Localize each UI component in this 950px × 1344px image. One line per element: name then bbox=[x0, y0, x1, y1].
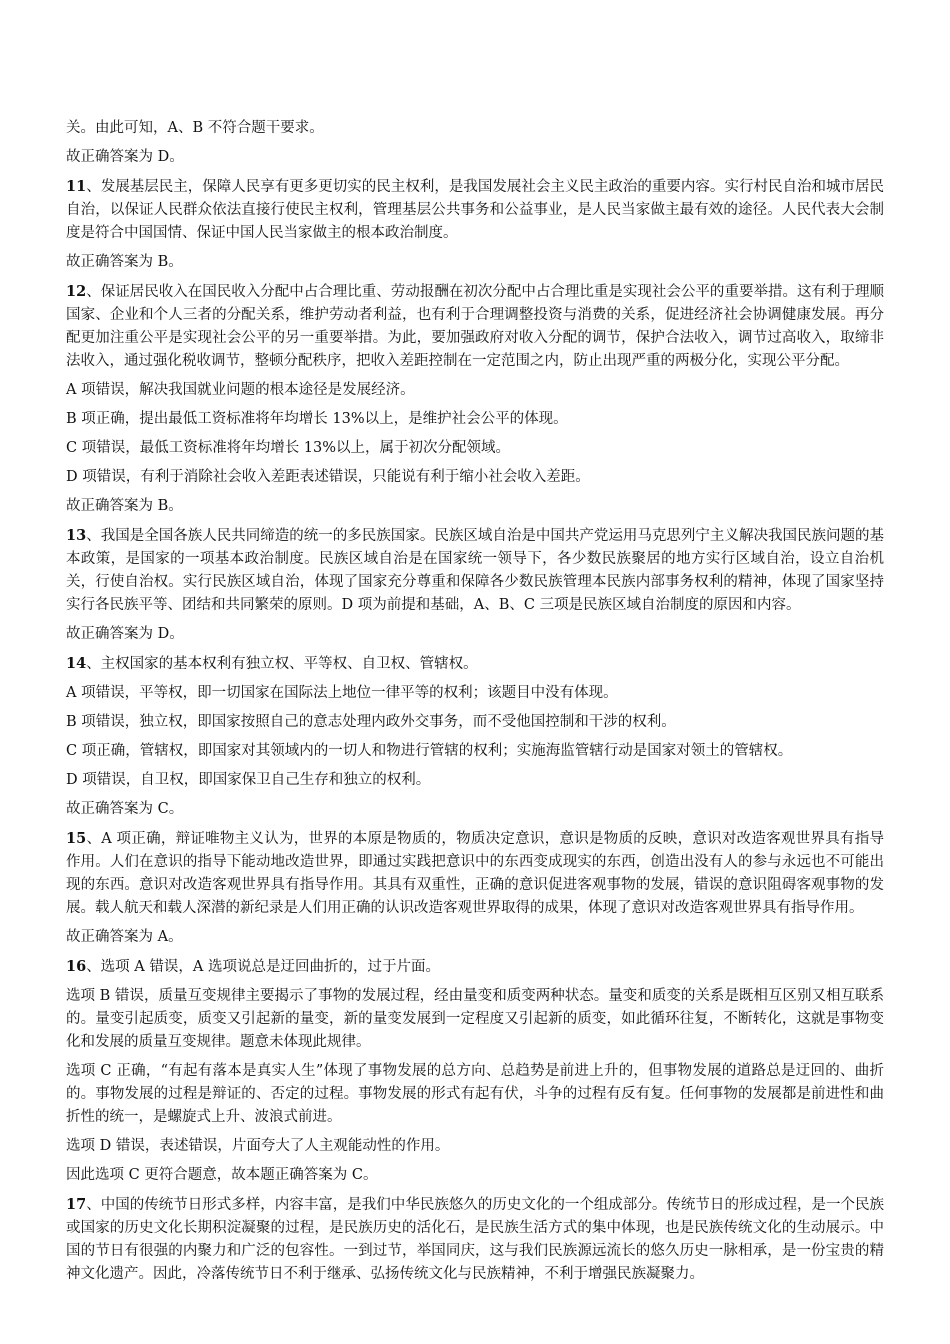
question-13-explanation: 13、我国是全国各族人民共同缔造的统一的多民族国家。民族区域自治是中国共产党运用马克思列宁主义解决我国民族问题的基本政策，是国家的一项基本政治制度。民族区域自治是在国家统一领导下，各少数民族聚居的地方实行区域自治，设立自治机关，行使自治权。实行民族区域自治，体现了国家充分尊重和保障各少数民族管理本民族内部事务权利的精神，体现了国家坚持实行各民族平等、团结和共同繁荣的原则。D 项为前提和基础，A、B、C 三项是民族区域自治制度的原因和内容。 bbox=[66, 527, 884, 613]
option-explanation: C 项正确，管辖权，即国家对其领域内的一切人和物进行管辖的权利；实施海监管辖行动是国家对领土的管辖权。 bbox=[66, 743, 793, 759]
option-explanation: 选项 C 正确，“有起有落本是真实人生”体现了事物发展的总方向、总趋势是前进上升的，但事物发展的道路总是迂回的、曲折的。事物发展的过程是辩证的、否定的过程。事物发展的形式有起有伏，斗争的过程有反有复。任何事物的发展都是前进性和曲折性的统一，是螺旋式上升、波浪式前进。 bbox=[66, 1063, 884, 1125]
question-number: 17 bbox=[66, 1196, 87, 1213]
question-17-explanation: 17、中国的传统节日形式多样，内容丰富，是我们中华民族悠久的历史文化的一个组成部分。传统节日的形成过程，是一个民族或国家的历史文化长期积淀凝聚的过程，是民族历史的活化石，是民族生活方式的集中体现，也是民族传统文化的生动展示。中国的节日有很强的内聚力和广泛的包容性。一到过节，举国同庆，这与我们民族源远流长的悠久历史一脉相承，是一份宝贵的精神文化遗产。因此，冷落传统节日不利于继承、弘扬传统文化与民族精神，不利于增强民族凝聚力。 bbox=[66, 1196, 884, 1282]
answer-line: 故正确答案为 C。 bbox=[66, 801, 184, 817]
question-11-explanation: 11、发展基层民主，保障人民享有更多更切实的民主权利，是我国发展社会主义民主政治的重要内容。实行村民自治和城市居民自治，以保证人民群众依法直接行使民主权利，管理基层公共事务和公益事业，是人民当家做主最有效的途径。人民代表大会制度是符合中国国情、保证中国人民当家做主的根本政治制度。 bbox=[66, 178, 884, 241]
option-explanation: C 项错误，最低工资标准将年均增长 13%以上，属于初次分配领域。 bbox=[66, 440, 511, 456]
question-14-explanation: 14、主权国家的基本权利有独立权、平等权、自卫权、管辖权。 bbox=[66, 655, 478, 672]
question-number: 11 bbox=[66, 178, 87, 195]
answer-line: 故正确答案为 B。 bbox=[66, 254, 183, 270]
question-15-explanation: 15、A 项正确，辩证唯物主义认为，世界的本原是物质的，物质决定意识，意识是物质的反映，意识对改造客观世界具有指导作用。人们在意识的指导下能动地改造世界，即通过实践把意识中的东西变成现实的东西，创造出没有人的参与永远也不可能出现的东西。意识对改造客观世界具有指导作用。其具有双重性，正确的意识促进客观事物的发展，错误的意识阻碍客观事物的发展。载人航天和载人深潜的新纪录是人们用正确的认识改造客观世界取得的成果，体现了意识对改造客观世界具有指导作用。 bbox=[66, 830, 884, 916]
question-16-explanation: 16、选项 A 错误，A 选项说总是迂回曲折的，过于片面。 bbox=[66, 958, 440, 975]
answer-line: 故正确答案为 A。 bbox=[66, 929, 183, 945]
answer-line: 故正确答案为 D。 bbox=[66, 149, 184, 165]
answer-line: 故正确答案为 B。 bbox=[66, 498, 183, 514]
option-explanation: B 项错误，独立权，即国家按照自己的意志处理内政外交事务，而不受他国控制和干涉的权利。 bbox=[66, 714, 676, 730]
answer-line: 故正确答案为 D。 bbox=[66, 626, 184, 642]
option-explanation: B 项正确，提出最低工资标准将年均增长 13%以上，是维护社会公平的体现。 bbox=[66, 411, 568, 427]
question-number: 16 bbox=[66, 958, 87, 975]
option-explanation: 选项 D 错误，表述错误，片面夸大了人主观能动性的作用。 bbox=[66, 1138, 450, 1154]
option-explanation: D 项错误，有利于消除社会收入差距表述错误，只能说有利于缩小社会收入差距。 bbox=[66, 469, 590, 485]
question-12-explanation: 12、保证居民收入在国民收入分配中占合理比重、劳动报酬在初次分配中占合理比重是实现社会公平的重要举措。这有利于理顺国家、企业和个人三者的分配关系，维护劳动者利益，也有利于合理调整投资与消费的关系，促进经济社会协调健康发展。再分配更加注重公平是实现社会公平的另一重要举措。为此，要加强政府对收入分配的调节，保护合法收入，调节过高收入，取缔非法收入，通过强化税收调节，整顿分配秩序，把收入差距控制在一定范围之内，防止出现严重的两极分化，实现公平分配。 bbox=[66, 283, 884, 369]
question-number: 12 bbox=[66, 283, 87, 300]
option-explanation: A 项错误，解决我国就业问题的根本途径是发展经济。 bbox=[66, 382, 415, 398]
question-number: 14 bbox=[66, 655, 87, 672]
question-number: 13 bbox=[66, 527, 87, 544]
option-explanation: D 项错误，自卫权，即国家保卫自己生存和独立的权利。 bbox=[66, 772, 431, 788]
option-explanation: 选项 B 错误，质量互变规律主要揭示了事物的发展过程，经由量变和质变两种状态。量变和质变的关系是既相互区别又相互联系的。量变引起质变，质变又引起新的量变，新的量变发展到一定程度又引起新的质变，如此循环往复，不断转化，这就是事物变化和发展的质量互变规律。题意未体现此规律。 bbox=[66, 988, 884, 1050]
option-explanation: A 项错误，平等权，即一切国家在国际法上地位一律平等的权利；该题目中没有体现。 bbox=[66, 685, 618, 701]
answer-line: 因此选项 C 更符合题意，故本题正确答案为 C。 bbox=[66, 1167, 378, 1183]
answer-tail: 关。由此可知，A、B 不符合题干要求。 bbox=[66, 120, 324, 136]
question-number: 15 bbox=[66, 830, 87, 847]
